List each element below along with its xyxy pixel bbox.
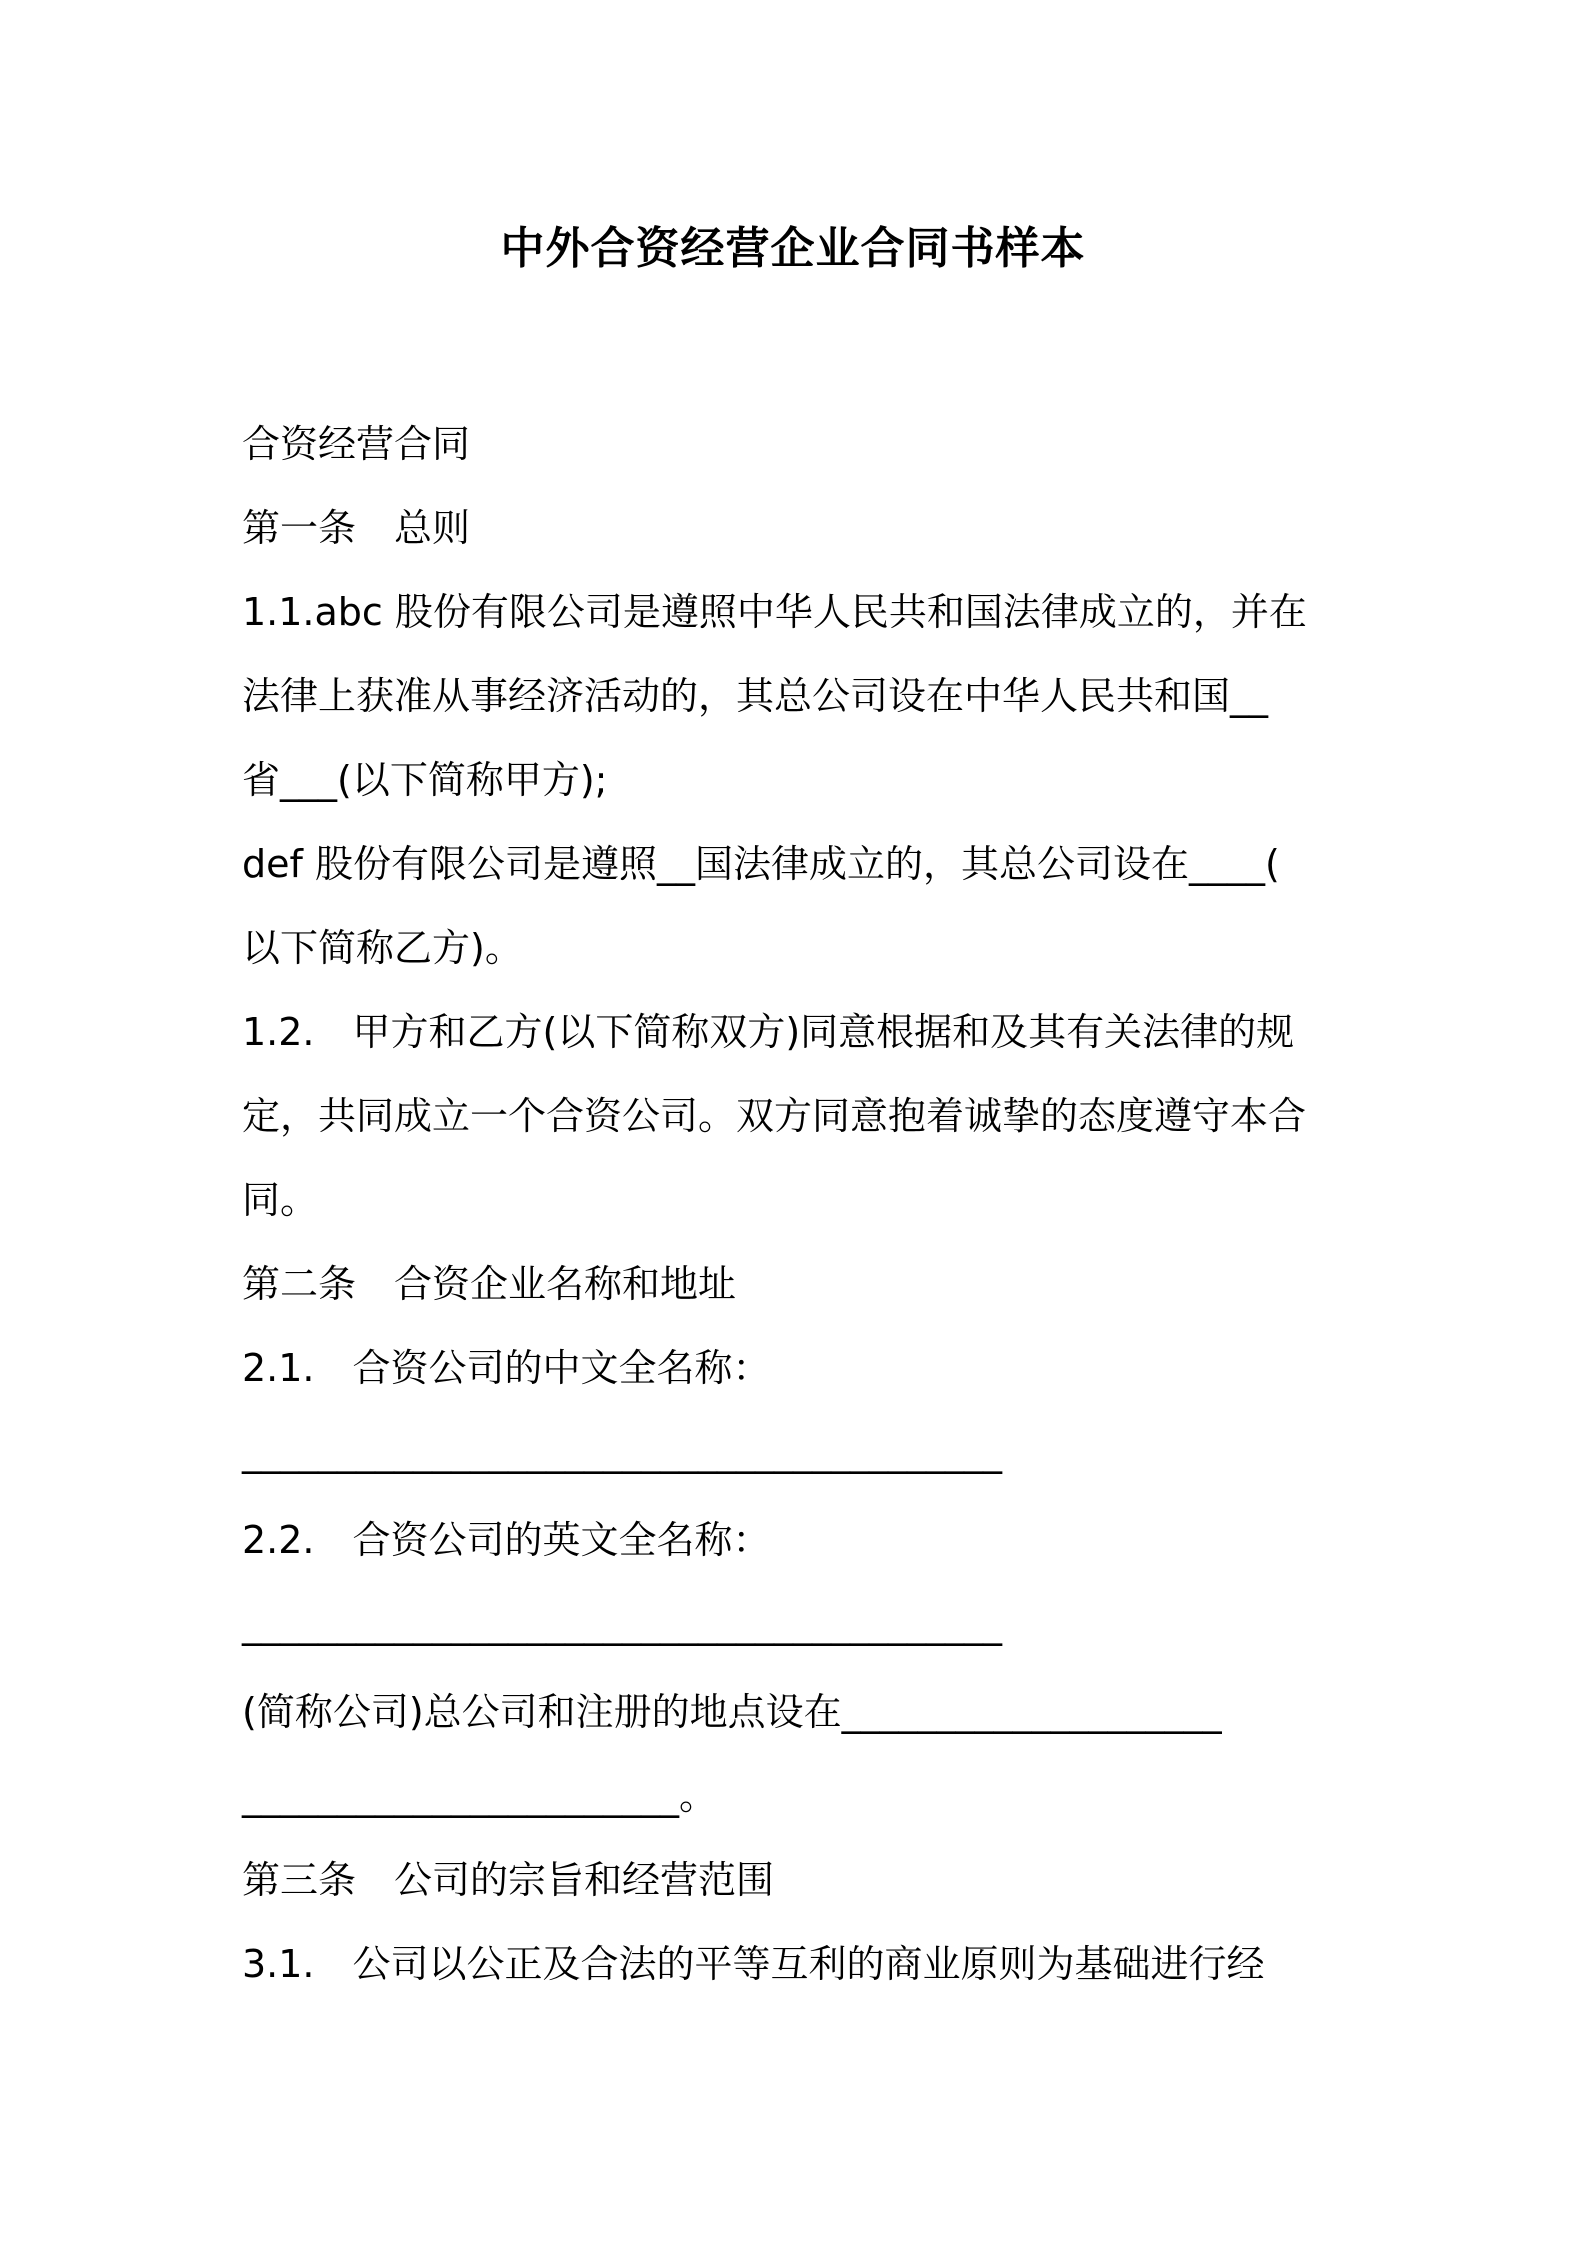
clause-3-1-line-1: 3.1. 公司以公正及合法的平等互利的商业原则为基础进行经 bbox=[242, 1942, 1265, 1986]
registered-address-line-1: (简称公司)总公司和注册的地点设在____________________ bbox=[242, 1690, 1222, 1734]
clause-1-2-line-2: 定，共同成立一个合资公司。双方同意抱着诚挚的态度遵守本合 bbox=[242, 1094, 1307, 1138]
document-body bbox=[242, 402, 1352, 2006]
clause-2-2: 2.2. 合资公司的英文全名称： bbox=[242, 1518, 771, 1562]
english-name-blank: ________________________________________ bbox=[242, 1602, 1002, 1646]
chinese-name-blank: ________________________________________ bbox=[242, 1430, 1002, 1474]
article-2-heading: 第二条 合资企业名称和地址 bbox=[242, 1262, 737, 1306]
article-3-heading: 第三条 公司的宗旨和经营范围 bbox=[242, 1858, 775, 1902]
document-title: 中外合资经营企业合同书样本 bbox=[500, 223, 1086, 274]
clause-1-1-line-1: 1.1.abc 股份有限公司是遵照中华人民共和国法律成立的，并在 bbox=[242, 590, 1307, 634]
clause-1-1-line-2: 法律上获准从事经济活动的，其总公司设在中华人民共和国__ bbox=[242, 674, 1269, 718]
clause-1-2-line-3: 同。 bbox=[242, 1178, 319, 1222]
party-b-line-2: 以下简称乙方)。 bbox=[242, 926, 523, 970]
party-b-line-1: def 股份有限公司是遵照__国法律成立的，其总公司设在____( bbox=[242, 842, 1280, 886]
registered-address-line-2: _______________________。 bbox=[242, 1774, 718, 1818]
clause-1-2-line-1: 1.2. 甲方和乙方(以下简称双方)同意根据和及其有关法律的规 bbox=[242, 1010, 1295, 1054]
contract-heading: 合资经营合同 bbox=[242, 422, 471, 466]
clause-2-1: 2.1. 合资公司的中文全名称： bbox=[242, 1346, 771, 1390]
article-1-heading: 第一条 总则 bbox=[242, 506, 471, 550]
clause-1-1-line-3: 省___(以下简称甲方); bbox=[242, 758, 608, 802]
